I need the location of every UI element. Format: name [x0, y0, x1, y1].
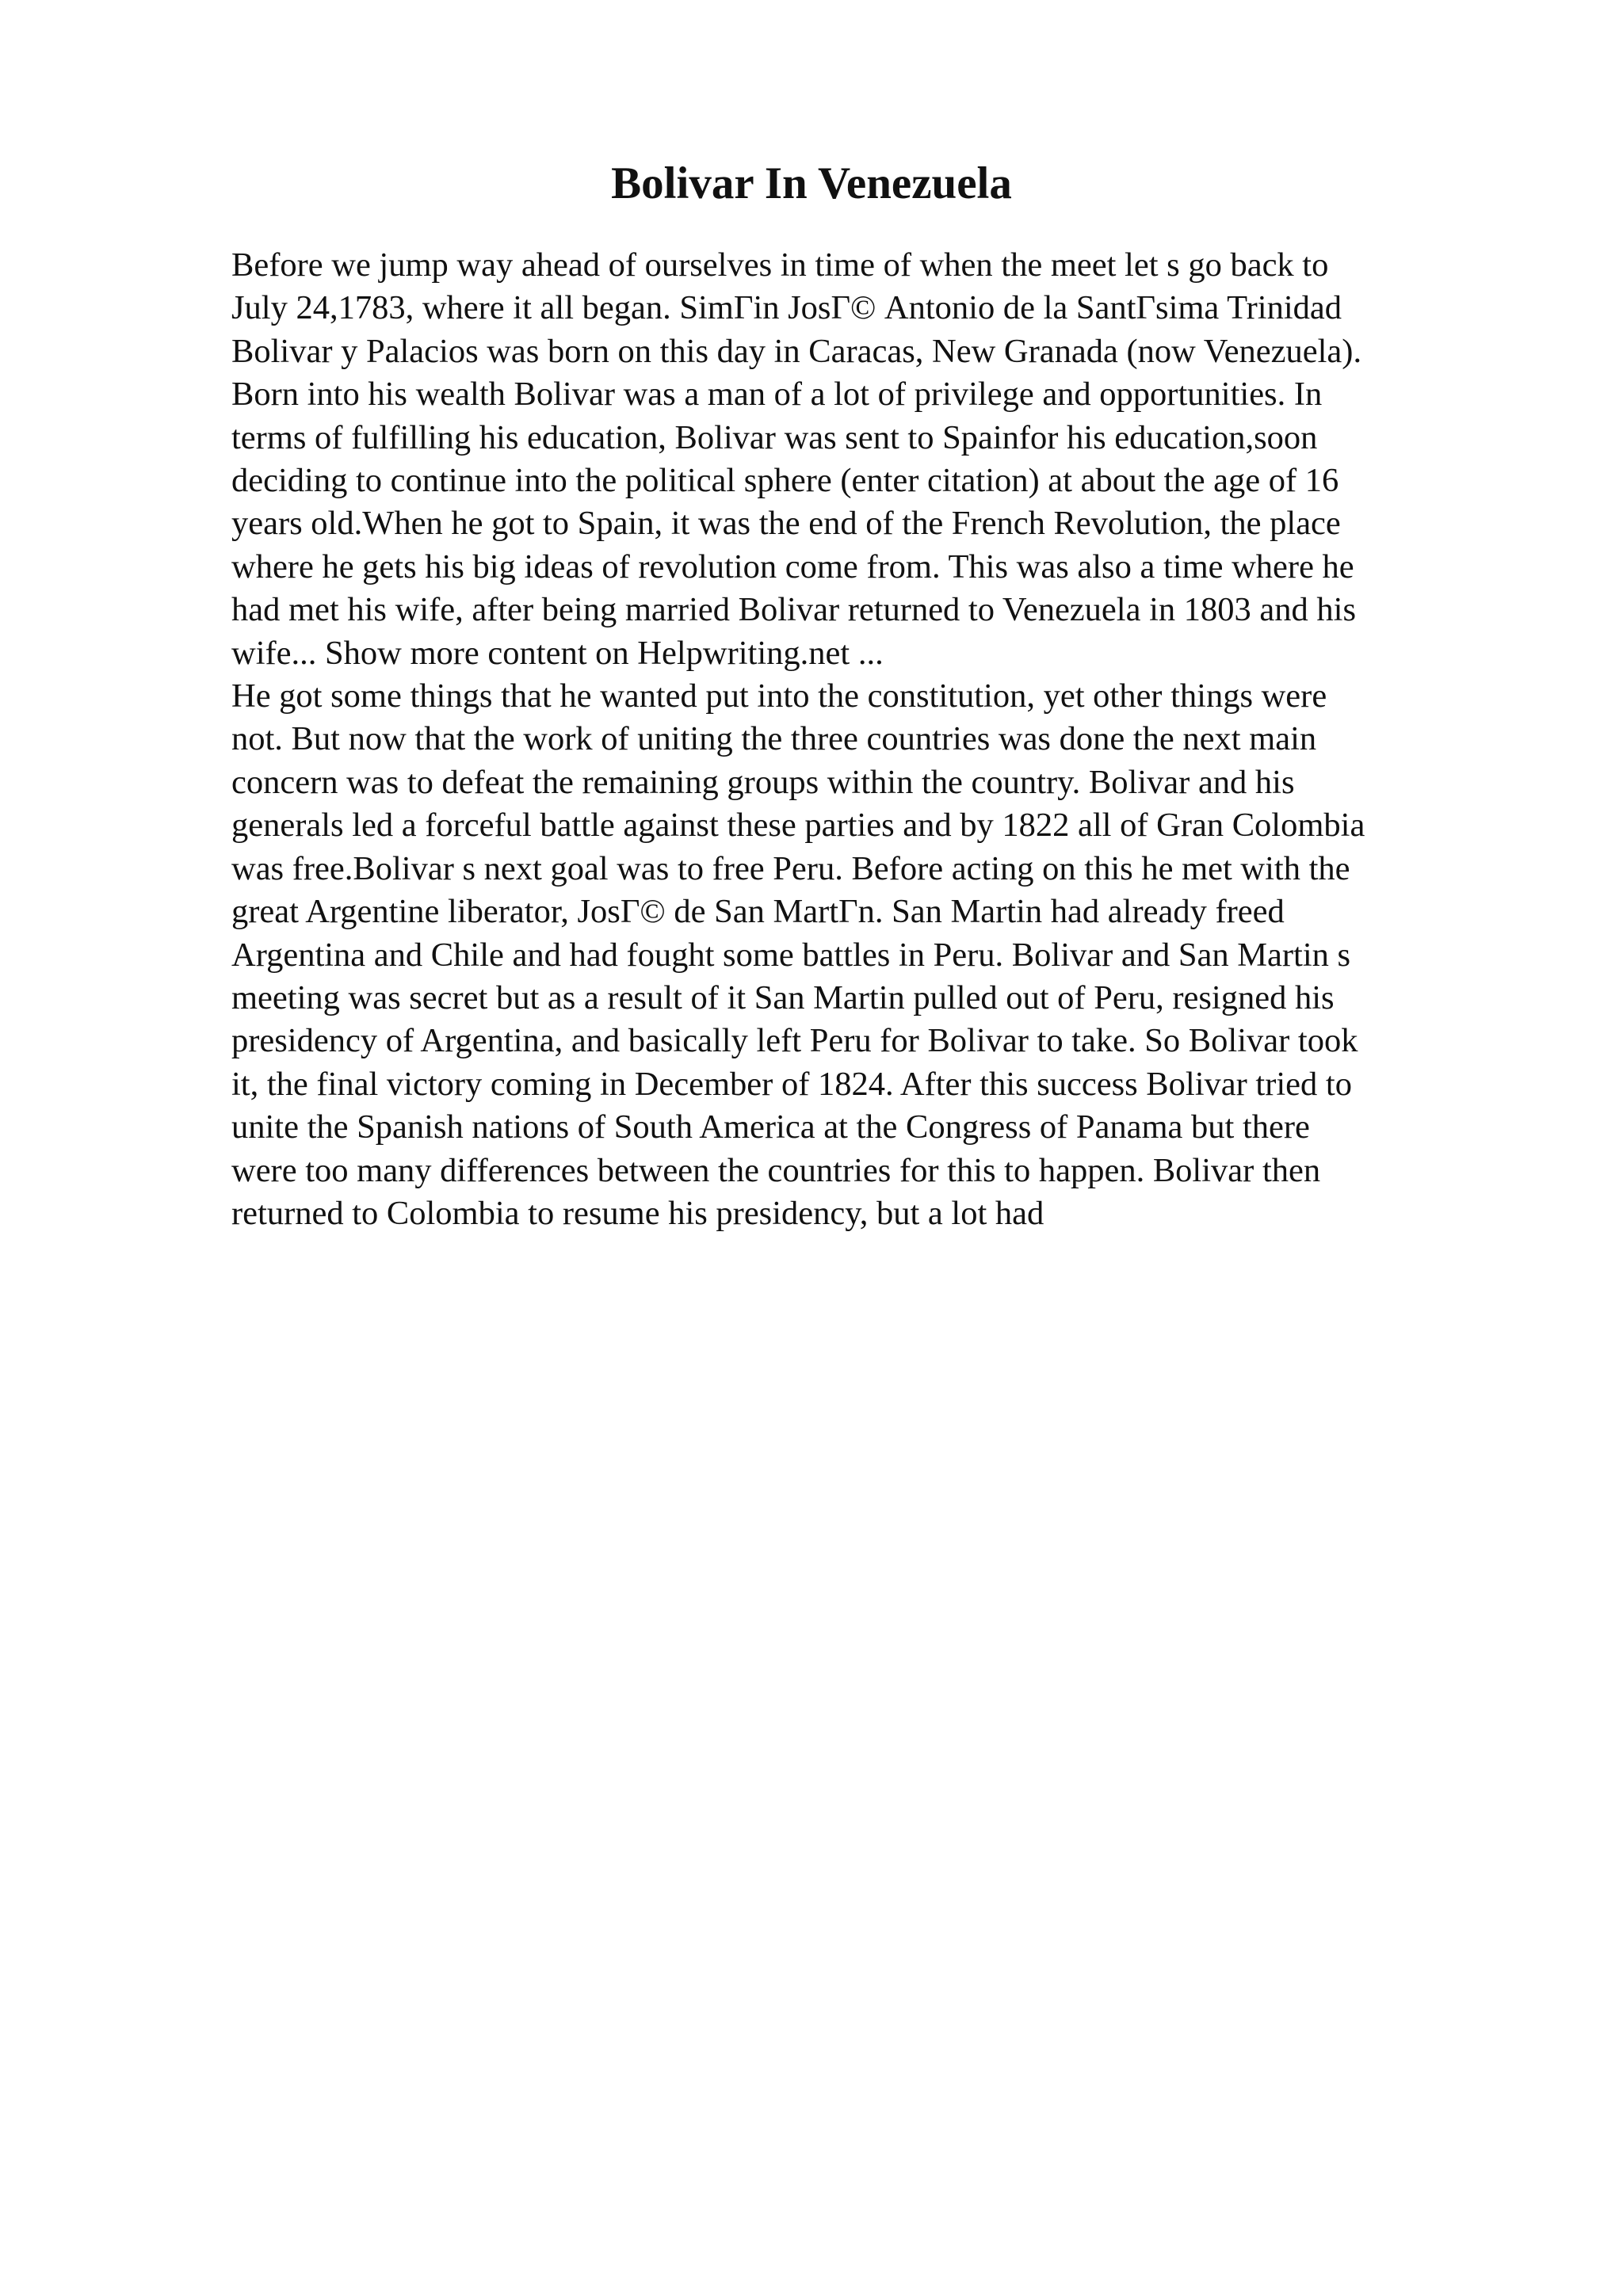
text-line: generals led a forceful battle against these parties and by 1822 all of Gran Colombia — [231, 807, 1365, 845]
text-line: concern was to defeat the remaining groups within the country. Bolivar and his — [231, 763, 1295, 801]
text-line: meeting was secret but as a result of it San Martin pulled out of Peru, resigned his — [231, 978, 1335, 1016]
text-line: July 24,1783, where it all began. SimΓin JosΓ© Antonio de la SantΓsima Trinidad — [231, 289, 1342, 327]
text-line: presidency of Argentina, and basically left Peru for Bolivar to take. So Bolivar took — [231, 1022, 1358, 1060]
text-line: Before we jump way ahead of ourselves in time of when the meet let s go back to — [231, 246, 1329, 284]
text-line: Born into his wealth Bolivar was a man of a lot of privilege and opportunities. In — [231, 376, 1323, 414]
text-line: great Argentine liberator, JosΓ© de San MartΓn. San Martin had already freed — [231, 893, 1285, 931]
text-line: was free.Bolivar s next goal was to free Peru. Before acting on this he met with the — [231, 849, 1350, 887]
text-line: not. But now that the work of uniting the three countries was done the next main — [231, 720, 1317, 758]
text-line: Bolivar y Palacios was born on this day in Caracas, New Granada (now Venezuela). — [231, 332, 1362, 370]
text-line: terms of fulfilling his education, Bolivar was sent to Spainfor his education,soon — [231, 418, 1318, 456]
text-line: were too many differences between the countries for this to happen. Bolivar then — [231, 1151, 1321, 1189]
text-line: had met his wife, after being married Bolivar returned to Venezuela in 1803 and his — [231, 591, 1356, 629]
text-line: He got some things that he wanted put into the constitution, yet other things were — [231, 677, 1327, 715]
document-body — [231, 244, 1484, 1235]
document-title: Bolivar In Venezuela — [611, 158, 1012, 208]
text-line: deciding to continue into the political sphere (enter citation) at about the age of 16 — [231, 462, 1339, 500]
text-line: unite the Spanish nations of South America at the Congress of Panama but there — [231, 1108, 1310, 1146]
text-line: returned to Colombia to resume his presidency, but a lot had — [231, 1194, 1044, 1232]
text-line: where he gets his big ideas of revolution come from. This was also a time where he — [231, 547, 1354, 585]
text-line: Argentina and Chile and had fought some battles in Peru. Bolivar and San Martin s — [231, 936, 1351, 974]
text-line: years old.When he got to Spain, it was the end of the French Revolution, the place — [231, 505, 1341, 543]
text-line: it, the final victory coming in December of 1824. After this success Bolivar tried to — [231, 1065, 1352, 1103]
text-line: wife... Show more content on Helpwriting.net ... — [231, 634, 884, 672]
